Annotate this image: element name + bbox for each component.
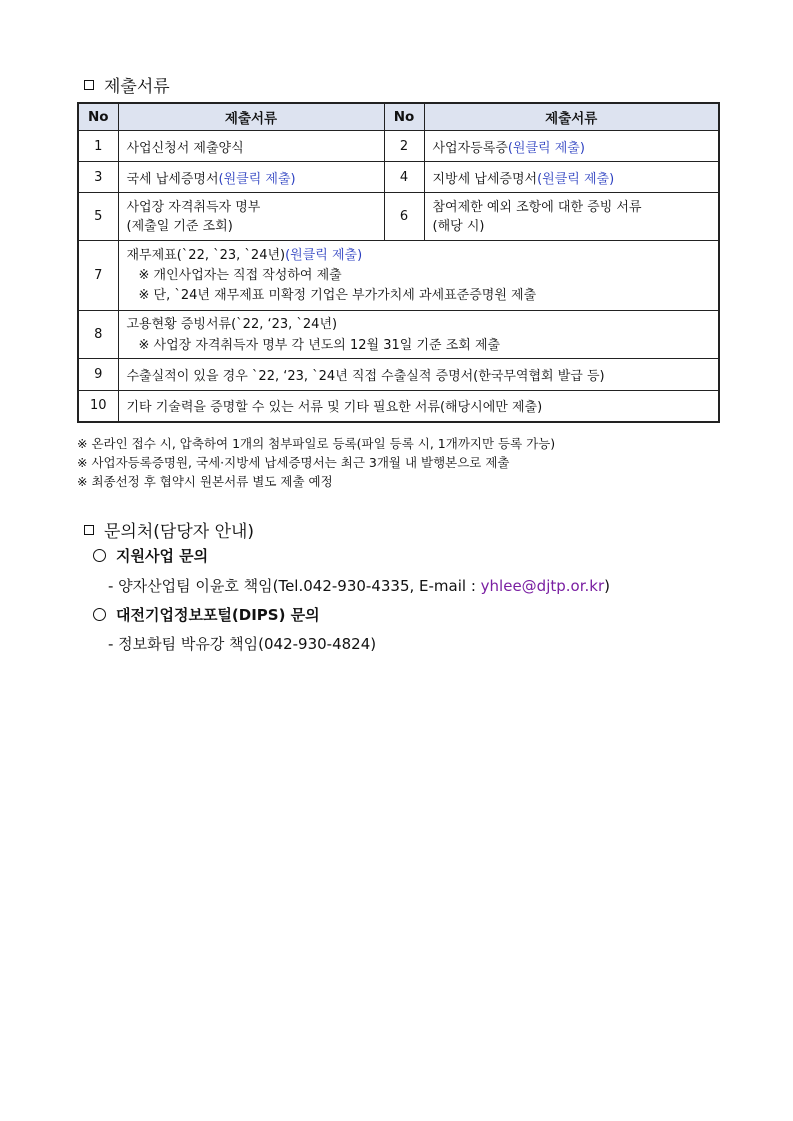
document-cell <box>118 193 384 241</box>
checkbox-square-icon <box>84 80 94 90</box>
documents-table <box>77 102 720 423</box>
one-click-link[interactable]: (원클릭 제출) <box>218 171 296 187</box>
row-number: 10 <box>78 391 118 422</box>
document-note: ※ 사업장 자격취득자 명부 각 년도의 12월 31일 기준 조회 제출 <box>138 337 501 353</box>
document-name: 지방세 납세증명서 <box>432 171 538 187</box>
row-number: 6 <box>384 193 424 241</box>
document-cell <box>118 131 384 162</box>
contact-heading-label: 대전기업정보포털(DIPS) 문의 <box>116 606 320 624</box>
column-header-no: No <box>384 103 424 131</box>
document-cell <box>424 193 719 241</box>
document-cell <box>424 131 719 162</box>
contact-heading-label: 지원사업 문의 <box>116 547 209 565</box>
table-row <box>78 193 719 241</box>
row-number: 9 <box>78 359 118 391</box>
row-number: 8 <box>78 311 118 359</box>
document-name: 고용현황 증빙서류(`22, ‘23, `24년) <box>126 316 338 332</box>
contact-text: - 정보화팀 박유강 책임(042-930-4824) <box>108 635 377 653</box>
column-header-documents: 제출서류 <box>118 103 384 131</box>
table-row <box>78 391 719 422</box>
document-cell: 기타 기술력을 증명할 수 있는 서류 및 기타 필요한 서류(해당시에만 제출) <box>118 391 719 422</box>
email-link[interactable]: yhlee@djtp.or.kr <box>480 577 605 595</box>
contact-line <box>108 633 376 654</box>
document-name: 재무제표(`22, `23, `24년) <box>126 247 286 263</box>
table-row <box>78 241 719 311</box>
section-title: 제출서류 <box>104 77 170 97</box>
row-number: 7 <box>78 241 118 311</box>
contact-heading <box>93 604 320 625</box>
contact-text: - 양자산업팀 이윤호 책임(Tel.042-930-4335, E-mail : <box>108 577 481 595</box>
row-number: 2 <box>384 131 424 162</box>
contact-heading <box>93 545 208 566</box>
note-line: ※ 사업자등록증명원, 국세·지방세 납세증명서는 최근 3개월 내 발행본으로 제출 <box>77 455 510 470</box>
document-cell <box>424 162 719 193</box>
document-name: 사업장 자격취득자 명부 <box>126 199 261 215</box>
contact-line <box>108 575 610 596</box>
section-title: 문의처(담당자 안내) <box>104 522 255 542</box>
table-header-row <box>78 103 719 131</box>
document-name: 참여제한 예외 조항에 대한 증빙 서류 <box>432 199 642 215</box>
column-header-documents: 제출서류 <box>424 103 719 131</box>
row-number: 5 <box>78 193 118 241</box>
notes-block <box>77 434 555 491</box>
table-row <box>78 162 719 193</box>
circle-bullet-icon <box>93 608 106 621</box>
row-number: 3 <box>78 162 118 193</box>
one-click-link[interactable]: (원클릭 제출) <box>285 247 363 263</box>
document-cell <box>118 162 384 193</box>
document-note: ※ 개인사업자는 직접 작성하여 제출 <box>138 267 342 283</box>
document-note: (제출일 기준 조회) <box>126 218 233 234</box>
table-row <box>78 131 719 162</box>
document-note: ※ 단, `24년 재무제표 미확정 기업은 부가가치세 과세표준증명원 제출 <box>138 287 537 303</box>
document-name: 국세 납세증명서 <box>126 171 219 187</box>
document-name: 사업자등록증 <box>432 140 508 156</box>
document-cell <box>118 241 719 311</box>
row-number: 1 <box>78 131 118 162</box>
note-line: ※ 최종선정 후 협약시 원본서류 별도 제출 예정 <box>77 474 333 489</box>
document-name: 사업신청서 제출양식 <box>126 140 244 156</box>
table-row <box>78 359 719 391</box>
row-number: 4 <box>384 162 424 193</box>
section-heading-contacts <box>84 517 254 542</box>
one-click-link[interactable]: (원클릭 제출) <box>537 171 615 187</box>
column-header-no: No <box>78 103 118 131</box>
document-cell: 수출실적이 있을 경우 `22, ‘23, `24년 직접 수출실적 증명서(한국무역협회 발급 등) <box>118 359 719 391</box>
note-line: ※ 온라인 접수 시, 압축하여 1개의 첨부파일로 등록(파일 등록 시, 1개까지만 등록 가능) <box>77 436 556 451</box>
document-note: (해당 시) <box>432 218 485 234</box>
table-row <box>78 311 719 359</box>
contact-text-tail: ) <box>604 577 610 595</box>
checkbox-square-icon <box>84 525 94 535</box>
circle-bullet-icon <box>93 549 106 562</box>
document-cell <box>118 311 719 359</box>
section-heading-documents <box>84 72 170 97</box>
one-click-link[interactable]: (원클릭 제출) <box>507 140 585 156</box>
